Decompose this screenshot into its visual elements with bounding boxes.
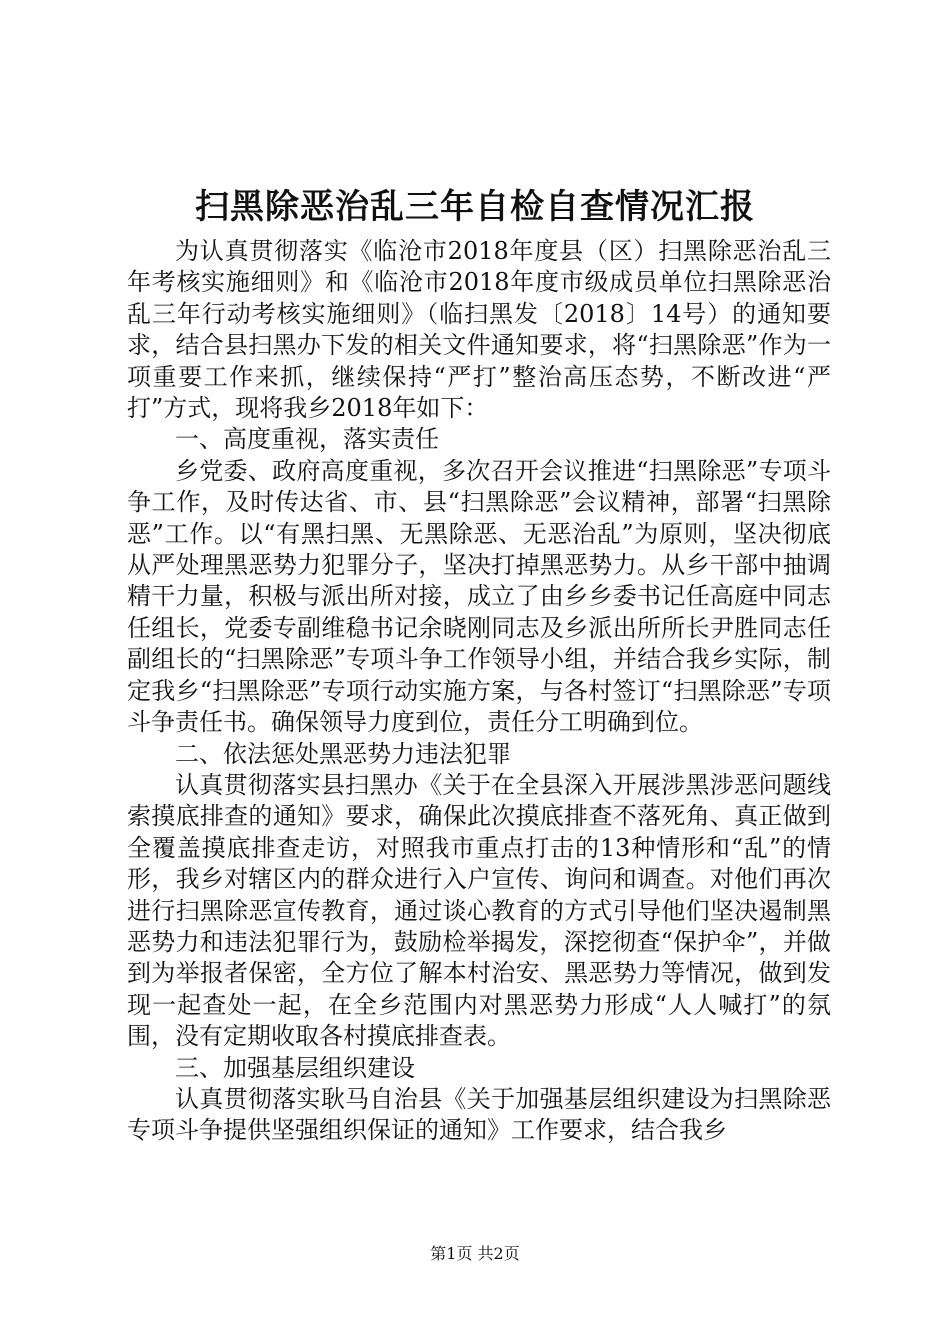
section-heading-3: 三、加强基层组织建设	[175, 1053, 415, 1082]
paragraph-section-2: 认真贯彻落实县扫黑办《关于在全县深入开展涉黑涉恶问题线索摸底排查的通知》要求，确保此次摸底排查不落死角、真正做到全覆盖摸底排查走访，对照我市重点打击的13种情形和“乱”的情形，我乡对辖区内的群众进行入户宣传、询问和调查。对他们再次进行扫黑除恶宣传教育，通过谈心教育的方式引导他们坚决遏制黑恶势力和违法犯罪行为，鼓励检举揭发，深挖彻查“保护伞”，并做到为举报者保密，全方位了解本村治安、黑恶势力等情况，做到发现一起查处一起，在全乡范围内对黑恶势力形成“人人喊打”的氛围，没有定期收取各村摸底排查表。	[127, 770, 831, 1051]
section-heading-2: 二、依法惩处黑恶势力违法犯罪	[175, 739, 511, 768]
page-number-footer: 第1页 共2页	[430, 1244, 520, 1263]
document-title: 扫黑除恶治乱三年自检自查情况汇报	[195, 187, 755, 227]
document-body	[127, 236, 831, 1147]
paragraph-section-1: 乡党委、政府高度重视，多次召开会议推进“扫黑除恶”专项斗争工作，及时传达省、市、县“扫黑除恶”会议精神，部署“扫黑除恶”工作。以“有黑扫黑、无黑除恶、无恶治乱”为原则，坚决彻底从严处理黑恶势力犯罪分子，坚决打掉黑恶势力。从乡干部中抽调精干力量，积极与派出所对接，成立了由乡乡委书记任高庭中同志任组长，党委专副维稳书记余晓刚同志及乡派出所所长尹胜同志任副组长的“扫黑除恶”专项斗争工作领导小组，并结合我乡实际，制定我乡“扫黑除恶”专项行动实施方案，与各村签订“扫黑除恶”专项斗争责任书。确保领导力度到位，责任分工明确到位。	[127, 456, 831, 737]
paragraph-section-3: 认真贯彻落实耿马自治县《关于加强基层组织建设为扫黑除恶专项斗争提供坚强组织保证的通知》工作要求，结合我乡	[127, 1084, 831, 1145]
paragraph-intro: 为认真贯彻落实《临沧市2018年度县（区）扫黑除恶治乱三年考核实施细则》和《临沧市2018年度市级成员单位扫黑除恶治乱三年行动考核实施细则》（临扫黑发〔2018〕14号）的通知要求，结合县扫黑办下发的相关文件通知要求，将“扫黑除恶”作为一项重要工作来抓，继续保持“严打”整治高压态势，不断改进“严打”方式，现将我乡2018年如下：	[127, 237, 831, 423]
section-heading-1: 一、高度重视，落实责任	[175, 425, 439, 454]
